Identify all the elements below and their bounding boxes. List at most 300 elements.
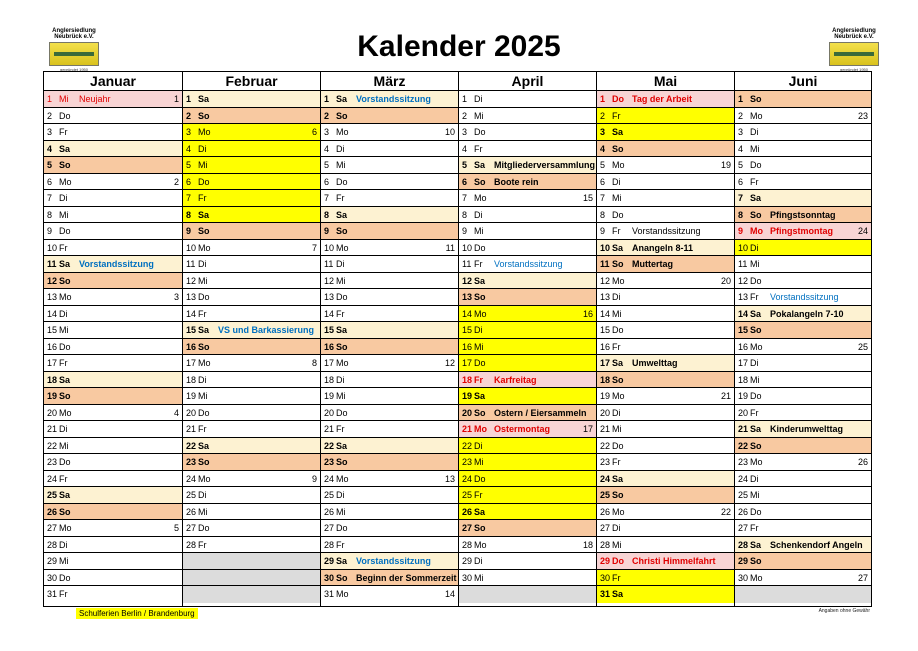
weekday: Mi [750,490,760,500]
day-cell [321,553,458,570]
day-cell [321,240,458,257]
weekday: Fr [750,292,759,302]
day-number: 19 [600,391,611,401]
day-cell [459,289,596,306]
day-cell [183,223,320,240]
day-number: 1 [600,94,606,104]
weekday: Mo [198,127,211,137]
day-cell [44,388,182,405]
day-cell [44,223,182,240]
day-number: 28 [47,539,58,550]
club-logo-right [825,28,883,72]
day-cell [735,256,871,273]
day-cell [183,421,320,438]
week-number: 10 [444,127,455,137]
day-number: 22 [462,440,473,451]
day-cell [735,355,871,372]
day-number: 15 [324,325,335,335]
day-number: 29 [738,556,749,566]
day-number: 24 [462,473,473,484]
event-note: VS und Barkassierung [218,325,315,335]
day-cell [183,157,320,174]
day-cell [459,207,596,224]
day-cell [597,157,734,174]
day-cell [735,421,871,438]
day-cell [459,240,596,257]
day-number: 31 [47,589,58,599]
weekday: Mi [612,308,622,319]
day-cell [44,339,182,356]
day-cell [459,141,596,158]
day-number: 14 [462,308,473,319]
day-number: 12 [600,275,611,286]
day-number: 6 [186,176,192,187]
day-number: 8 [462,209,468,220]
day-cell [735,487,871,504]
day-cell [44,124,182,141]
day-cell [44,553,182,570]
calendar-title: Kalender 2025 [357,30,561,63]
day-number: 10 [186,242,197,253]
day-cell [735,438,871,455]
day-cell [459,537,596,554]
day-number: 12 [738,275,749,286]
weekday: Sa [474,275,486,286]
day-number: 23 [462,457,473,467]
day-number: 30 [462,572,473,583]
day-number: 2 [47,110,53,121]
week-number: 6 [311,127,317,137]
day-number: 9 [47,226,53,236]
weekday: Sa [750,424,762,434]
day-number: 5 [738,160,744,170]
event-note: Anangeln 8-11 [632,242,694,253]
event-note: Vorstandssitzung [494,259,563,269]
weekday: Sa [612,242,624,253]
weekday: Di [474,209,483,220]
day-number: 6 [738,176,744,187]
day-number: 18 [47,374,58,385]
week-number: 3 [173,292,179,302]
weekday: So [474,407,486,418]
day-number: 15 [47,325,58,335]
day-number: 11 [462,259,472,269]
weekday: Do [198,407,210,418]
week-number: 27 [857,572,868,583]
day-cell [735,339,871,356]
day-cell [735,454,871,471]
weekday: Fr [59,242,68,253]
weekday: Di [198,374,207,385]
day-cell [44,256,182,273]
day-cell [735,91,871,108]
weekday: Mi [474,110,484,121]
weekday: Sa [336,209,348,220]
day-number: 17 [600,358,611,368]
day-number: 8 [186,209,192,220]
day-number: 5 [186,160,192,170]
event-note: Vorstandssitzung [79,259,154,269]
day-cell [735,157,871,174]
day-number: 14 [186,308,197,319]
day-cell [44,537,182,554]
weekday: So [612,374,624,385]
day-number: 26 [738,506,749,517]
day-cell [321,454,458,471]
weekday: Mo [750,110,763,121]
day-cell [735,471,871,488]
weekday: Sa [336,556,348,566]
weekday: Fr [750,176,759,187]
weekday: Mi [612,539,622,550]
day-cell [735,520,871,537]
day-number: 30 [47,572,58,583]
day-cell [735,190,871,207]
weekday: Sa [612,127,624,137]
day-number: 12 [324,275,335,286]
event-note: Ostern / Eiersammeln [494,407,587,418]
day-number: 4 [324,143,330,154]
week-number: 4 [173,407,179,418]
weekday: Mo [750,341,763,352]
day-cell [321,339,458,356]
day-cell [183,174,320,191]
day-number: 3 [47,127,53,137]
weekday: Mo [612,506,625,517]
weekday: So [198,341,210,352]
day-cell [321,124,458,141]
day-number: 23 [47,457,58,467]
day-number: 2 [462,110,468,121]
day-number: 27 [462,523,473,533]
day-number: 22 [186,440,197,451]
day-cell [735,388,871,405]
day-number: 23 [738,457,749,467]
day-number: 8 [47,209,53,220]
day-number: 1 [324,94,330,104]
weekday: Di [336,259,345,269]
week-number: 26 [857,457,868,467]
day-number: 23 [600,457,611,467]
day-number: 16 [186,341,197,352]
month-column [182,72,320,606]
weekday: Mi [612,193,622,203]
weekday: Fr [750,523,759,533]
month-header: Januar [44,72,182,91]
day-number: 16 [47,341,58,352]
day-cell [44,487,182,504]
day-cell [459,421,596,438]
weekday: Sa [198,325,210,335]
weekday: Di [59,539,68,550]
empty-day-cell [459,586,596,603]
day-cell [44,207,182,224]
day-cell [44,471,182,488]
day-cell [459,504,596,521]
day-cell [183,322,320,339]
day-number: 28 [600,539,611,550]
day-cell [735,504,871,521]
day-number: 23 [324,457,335,467]
event-note: Muttertag [632,259,673,269]
day-cell [459,124,596,141]
day-number: 19 [186,391,197,401]
day-number: 13 [738,292,749,302]
day-number: 28 [324,539,335,550]
day-number: 6 [600,176,606,187]
weekday: Mi [198,506,208,517]
month-column [44,72,182,606]
weekday: Mo [750,457,763,467]
day-number: 14 [738,308,749,319]
day-number: 18 [324,374,335,385]
day-number: 19 [738,391,749,401]
day-number: 19 [47,391,58,401]
weekday: So [612,143,624,154]
day-number: 12 [47,275,58,286]
day-cell [44,306,182,323]
club-logo-left [45,28,103,72]
weekday: Di [198,490,207,500]
day-cell [459,405,596,422]
day-number: 4 [186,143,192,154]
day-number: 2 [600,110,606,121]
day-number: 27 [600,523,611,533]
day-number: 24 [47,473,58,484]
weekday: Mi [59,325,69,335]
weekday: Sa [198,94,210,104]
day-cell [459,256,596,273]
weekday: Mo [750,226,763,236]
month-column [320,72,458,606]
week-number: 7 [311,242,317,253]
weekday: Mo [474,424,487,434]
weekday: Mi [750,374,760,385]
day-number: 25 [600,490,611,500]
day-cell [459,157,596,174]
logo-line-1: Anglersiedlung [832,28,876,34]
weekday: Mi [336,275,346,286]
weekday: So [750,325,762,335]
day-cell [183,438,320,455]
weekday: Mo [336,589,349,599]
month-header: Februar [183,72,320,91]
day-number: 25 [738,490,749,500]
day-cell [44,520,182,537]
day-number: 1 [462,94,468,104]
weekday: Mi [750,259,760,269]
weekday: Do [198,523,210,533]
weekday: Do [612,94,624,104]
day-number: 17 [324,358,335,368]
event-note: Boote rein [494,176,539,187]
day-number: 10 [462,242,473,253]
week-number: 19 [720,160,731,170]
weekday: So [336,457,348,467]
day-number: 12 [462,275,473,286]
event-note: Vorstandssitzung [356,94,431,104]
day-number: 15 [738,325,749,335]
day-number: 19 [324,391,335,401]
day-number: 16 [600,341,611,352]
day-cell [44,289,182,306]
day-cell [597,108,734,125]
weekday: Do [336,407,348,418]
day-cell [183,240,320,257]
day-cell [735,537,871,554]
weekday: Sa [750,193,762,203]
week-number: 11 [445,242,455,253]
day-cell [183,388,320,405]
day-cell [597,273,734,290]
weekday: Di [474,440,483,451]
day-cell [321,190,458,207]
day-number: 13 [462,292,473,302]
weekday: Sa [198,209,210,220]
day-cell [597,372,734,389]
day-number: 5 [324,160,330,170]
day-cell [597,190,734,207]
weekday: Mo [750,572,763,583]
day-cell [459,471,596,488]
weekday: Fr [474,143,483,154]
weekday: Mo [336,473,349,484]
weekday: Do [336,176,348,187]
day-cell [735,174,871,191]
day-cell [459,306,596,323]
day-number: 10 [324,242,335,253]
day-number: 4 [47,143,53,154]
day-number: 22 [600,440,611,451]
day-number: 7 [738,193,744,203]
event-note: Vorstandssitzung [356,556,431,566]
day-number: 3 [600,127,606,137]
day-number: 9 [186,226,192,236]
logo-subtitle: gegründet 1950 [839,67,869,72]
day-cell [44,372,182,389]
week-number: 2 [173,176,179,187]
logo-line-1: Anglersiedlung [52,28,96,34]
day-number: 24 [738,473,749,484]
weekday: Do [59,341,71,352]
day-cell [735,108,871,125]
day-number: 7 [462,193,468,203]
weekday: Fr [474,259,483,269]
day-cell [183,471,320,488]
day-cell [183,108,320,125]
day-number: 23 [186,457,197,467]
weekday: So [336,341,348,352]
weekday: Mi [750,143,760,154]
week-number: 16 [582,308,593,319]
weekday: So [750,209,762,220]
day-cell [44,273,182,290]
weekday: Mi [198,275,208,286]
weekday: Fr [336,424,345,434]
day-cell [183,537,320,554]
disclaimer: Angaben ohne Gewähr [818,608,870,614]
day-number: 17 [186,358,197,368]
month-column [596,72,734,606]
weekday: So [474,176,486,187]
day-cell [44,91,182,108]
day-cell [459,355,596,372]
week-number: 12 [444,358,455,368]
weekday: Mi [474,226,484,236]
day-number: 16 [738,341,749,352]
event-note: Mitgliederversammlung [494,160,596,170]
weekday: So [612,259,624,269]
day-number: 6 [324,176,330,187]
month-header: April [459,72,596,91]
day-number: 29 [47,556,58,566]
week-number: 18 [582,539,593,550]
day-cell [597,405,734,422]
weekday: Sa [336,440,348,451]
day-cell [183,355,320,372]
weekday: Mi [336,160,346,170]
day-cell [44,190,182,207]
day-cell [44,141,182,158]
day-number: 2 [186,110,192,121]
day-cell [597,289,734,306]
day-number: 19 [462,391,473,401]
month-header: März [321,72,458,91]
day-cell [183,256,320,273]
day-cell [321,273,458,290]
day-number: 26 [47,506,58,517]
week-number: 21 [720,391,731,401]
day-number: 30 [600,572,611,583]
day-number: 9 [324,226,330,236]
day-cell [321,520,458,537]
weekday: Do [474,358,486,368]
day-number: 24 [186,473,197,484]
empty-day-cell [183,570,320,587]
day-number: 13 [600,292,611,302]
day-cell [597,339,734,356]
day-number: 21 [324,424,335,434]
weekday: Mi [474,457,484,467]
day-cell [459,570,596,587]
day-cell [183,91,320,108]
day-number: 15 [462,325,473,335]
day-cell [459,487,596,504]
day-cell [597,586,734,603]
weekday: Di [612,292,621,302]
day-number: 26 [324,506,335,517]
weekday: So [59,275,71,286]
weekday: So [198,226,210,236]
day-number: 27 [186,523,197,533]
weekday: Do [612,556,624,566]
day-cell [321,207,458,224]
day-number: 22 [47,440,58,451]
day-number: 18 [738,374,749,385]
weekday: Mo [612,275,625,286]
weekday: Sa [474,506,486,517]
event-note: Pokalangeln 7-10 [770,308,844,319]
day-number: 3 [462,127,468,137]
day-number: 10 [738,242,749,253]
day-cell [597,256,734,273]
day-cell [183,124,320,141]
weekday: Fr [612,110,621,121]
day-cell [321,355,458,372]
day-number: 31 [600,589,611,599]
day-cell [44,438,182,455]
day-cell [321,487,458,504]
